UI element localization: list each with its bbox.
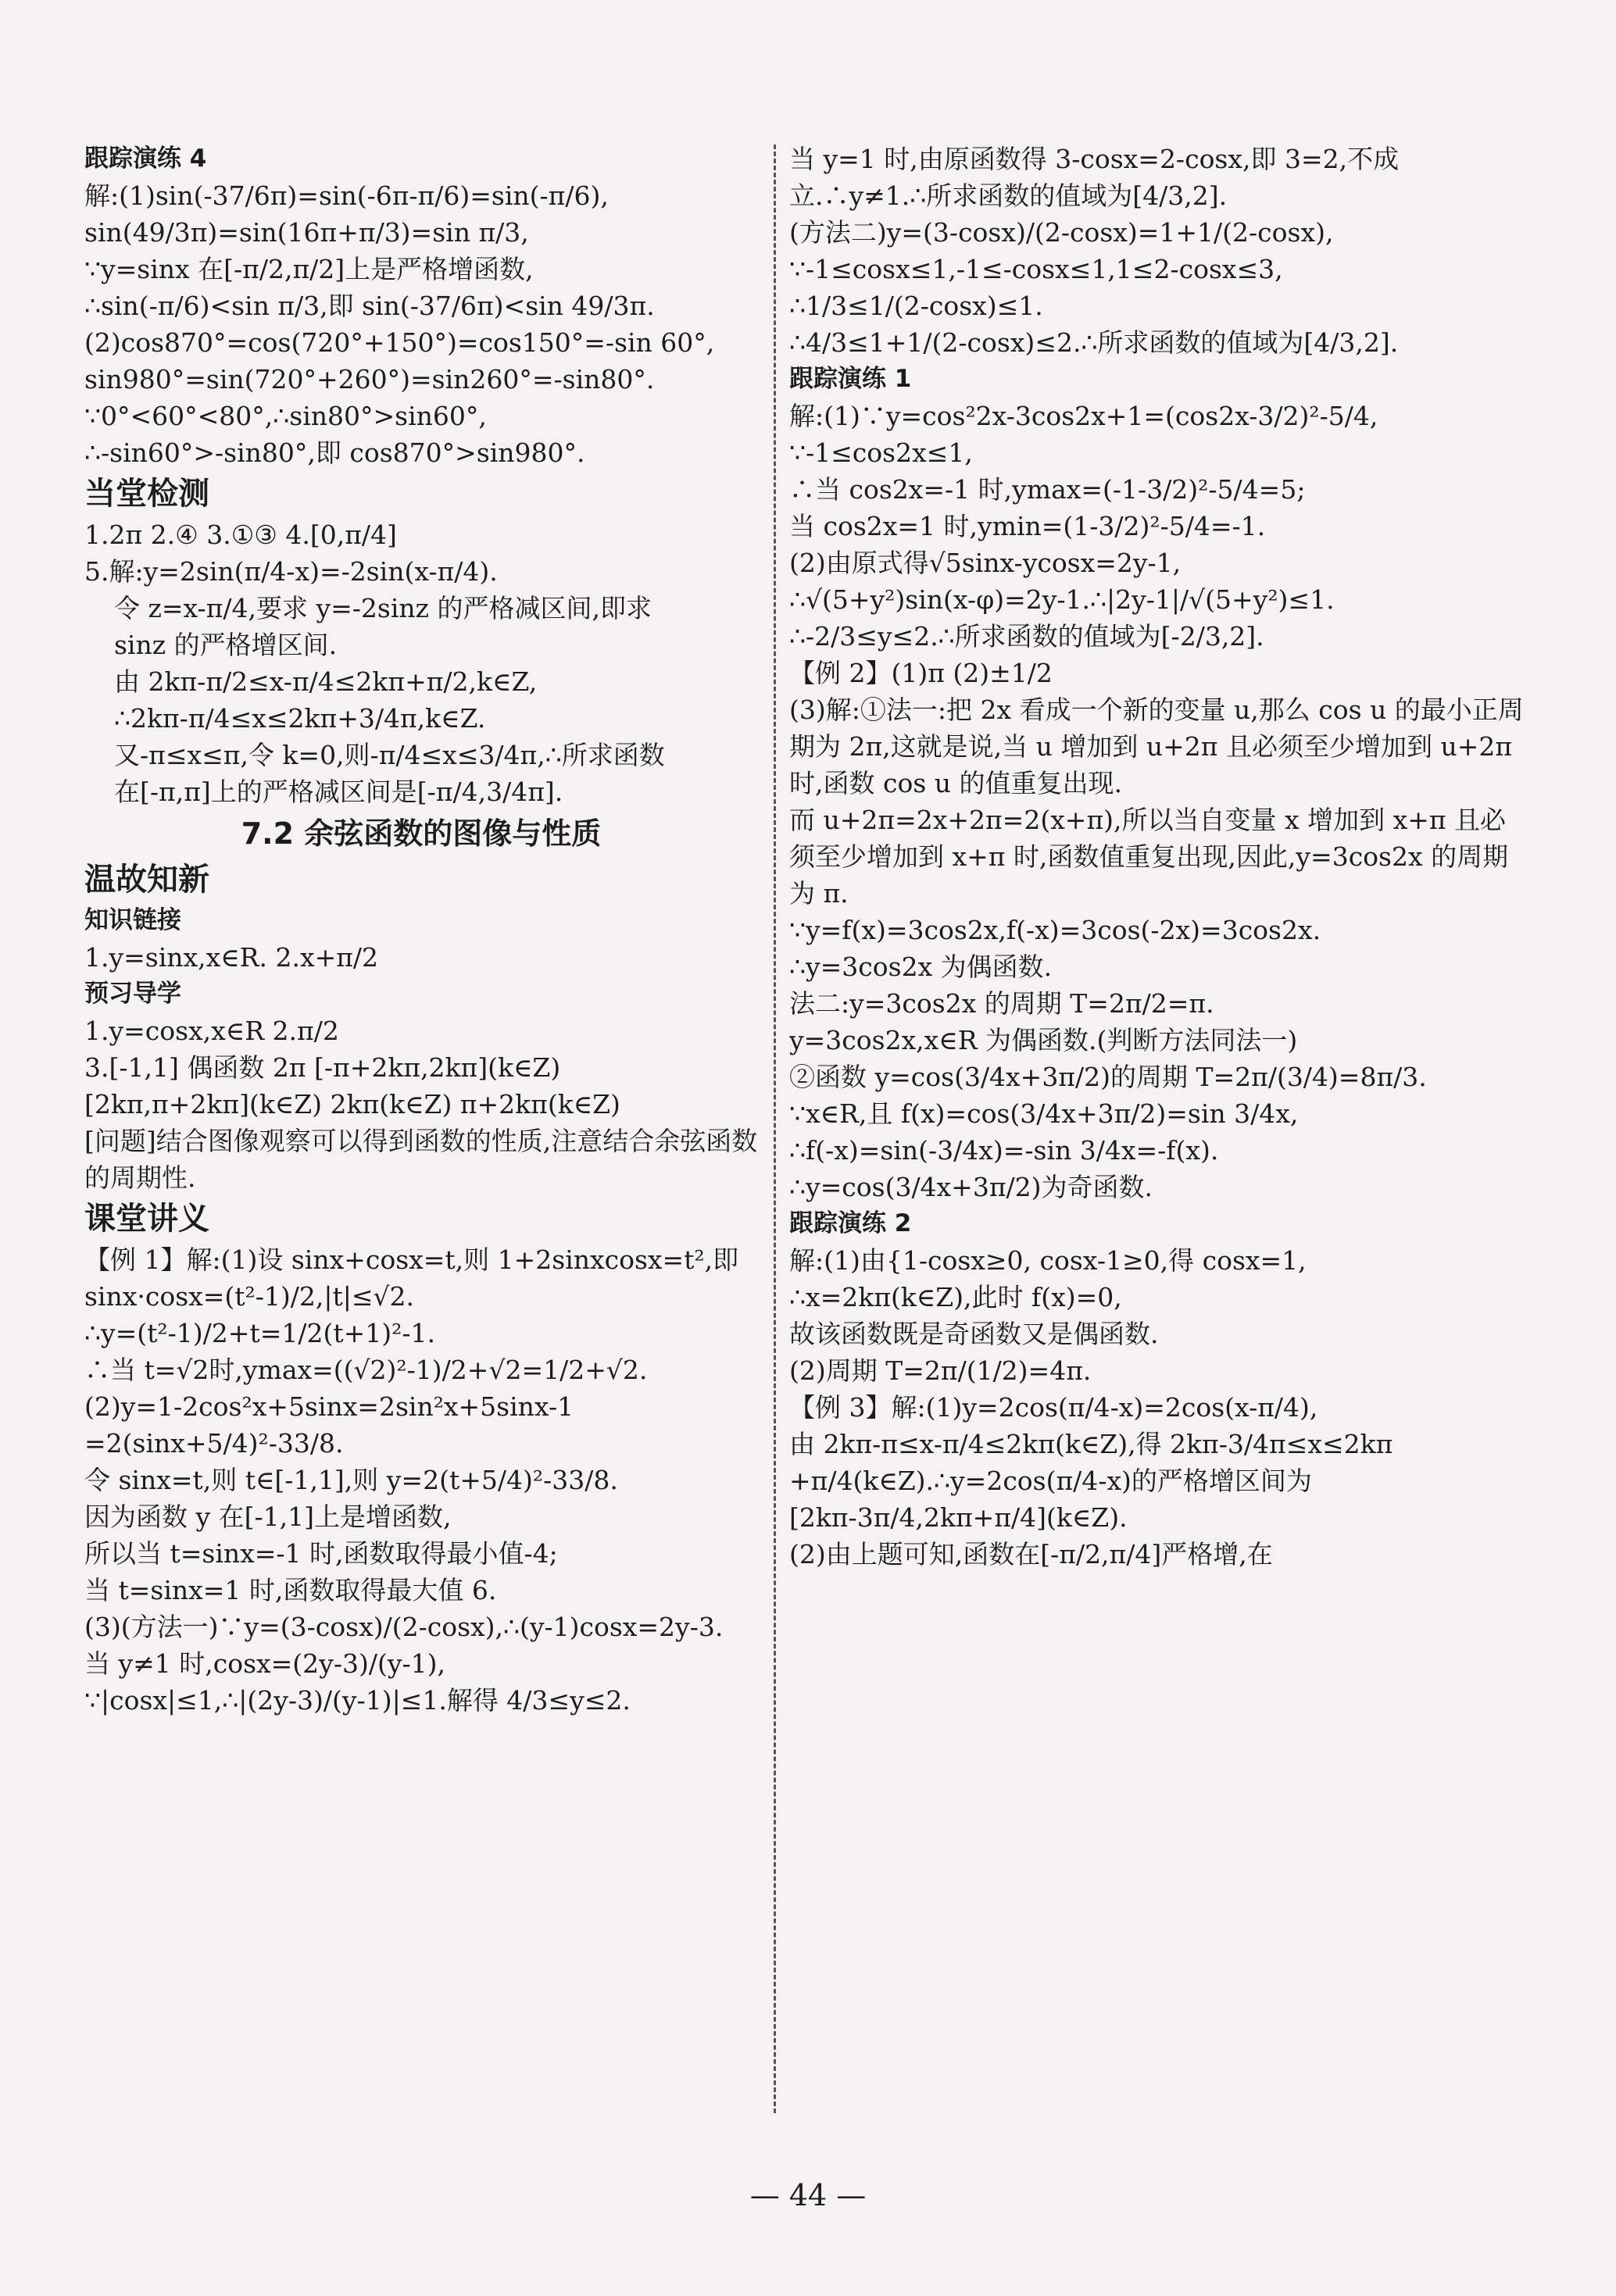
- text-line: ∴-2/3≤y≤2.∴所求函数的值域为[-2/3,2].: [789, 621, 1264, 652]
- text-line: ∴f(-x)=sin(-3/4x)=-sin 3/4x=-f(x).: [789, 1135, 1219, 1166]
- text-line: ∵y=sinx 在[-π/2,π/2]上是严格增函数,: [84, 254, 534, 284]
- text-line: 3.[-1,1] 偶函数 2π [-π+2kπ,2kπ](k∈Z): [84, 1052, 561, 1083]
- text-line: 【例 3】解:(1)y=2cos(π/4-x)=2cos(x-π/4),: [789, 1392, 1318, 1423]
- text-line: ②函数 y=cos(3/4x+3π/2)的周期 T=2π/(3/4)=8π/3.: [789, 1062, 1427, 1092]
- text-line: sinx·cosx=(t²-1)/2,|t|≤√2.: [84, 1281, 415, 1312]
- text-line: ∵x∈R,且 f(x)=cos(3/4x+3π/2)=sin 3/4x,: [789, 1098, 1299, 1129]
- right-column: [789, 141, 1528, 1573]
- text-line: 故该函数既是奇函数又是偶函数.: [789, 1319, 1159, 1349]
- text-line: ∴y=cos(3/4x+3π/2)为奇函数.: [789, 1172, 1153, 1202]
- text-line: 5.解:y=2sin(π/4-x)=-2sin(x-π/4).: [84, 556, 498, 587]
- text-line: 而 u+2π=2x+2π=2(x+π),所以当自变量 x 增加到 x+π 且必须至少增加到 x+π 时,函数值重复出现,因此,y=3cos2x 的周期为 π.: [789, 805, 1509, 909]
- text-line: ∴4/3≤1+1/(2-cosx)≤2.∴所求函数的值域为[4/3,2].: [789, 327, 1399, 358]
- section-heading: 知识链接: [84, 906, 181, 934]
- text-line: 当 y≠1 时,cosx=(2y-3)/(y-1),: [84, 1648, 445, 1679]
- text-line: ∴y=3cos2x 为偶函数.: [789, 952, 1053, 982]
- text-line: (2)y=1-2cos²x+5sinx=2sin²x+5sinx-1: [84, 1391, 574, 1422]
- text-line: ∴当 cos2x=-1 时,ymax=(-1-3/2)²-5/4=5;: [789, 474, 1306, 505]
- page-number: — 44 —: [749, 2178, 867, 2212]
- section-heading: 预习导学: [84, 980, 181, 1008]
- text-line: 1.y=cosx,x∈R 2.π/2: [84, 1016, 339, 1046]
- text-line: 解:(1)由{1-cosx≥0, cosx-1≥0,得 cosx=1,: [789, 1245, 1307, 1276]
- text-line: =2(sinx+5/4)²-33/8.: [84, 1428, 344, 1459]
- text-line: 解:(1)sin(-37/6π)=sin(-6π-π/6)=sin(-π/6),: [84, 180, 609, 211]
- text-line: 令 sinx=t,则 t∈[-1,1],则 y=2(t+5/4)²-33/8.: [84, 1465, 618, 1495]
- section-heading: 7.2 余弦函数的图像与性质: [241, 816, 602, 851]
- text-line: +π/4(k∈Z).∴y=2cos(π/4-x)的严格增区间为: [789, 1466, 1312, 1496]
- text-line: 由 2kπ-π≤x-π/4≤2kπ(k∈Z),得 2kπ-3/4π≤x≤2kπ: [789, 1429, 1393, 1459]
- text-line: sinz 的严格增区间.: [114, 630, 338, 660]
- text-line: ∴2kπ-π/4≤x≤2kπ+3/4π,k∈Z.: [114, 703, 486, 734]
- text-line: (2)cos870°=cos(720°+150°)=cos150°=-sin 60°,: [84, 327, 715, 358]
- text-line: ∴sin(-π/6)<sin π/3,即 sin(-37/6π)<sin 49/3π.: [84, 291, 655, 321]
- text-line: (3)解:①法一:把 2x 看成一个新的变量 u,那么 cos u 的最小正周期为 2π,这就是说,当 u 增加到 u+2π 且必须至少增加到 u+2π 时,函数 cos u 的值重复出现.: [789, 695, 1524, 798]
- text-line: (2)由上题可知,函数在[-π/2,π/4]严格增,在: [789, 1539, 1273, 1569]
- column-divider: [774, 145, 776, 2113]
- text-line: 解:(1)∵y=cos²2x-3cos2x+1=(cos2x-3/2)²-5/4,: [789, 401, 1378, 431]
- text-line: 令 z=x-π/4,要求 y=-2sinz 的严格减区间,即求: [114, 593, 652, 623]
- text-line: ∴1/3≤1/(2-cosx)≤1.: [789, 291, 1043, 321]
- text-line: ∴x=2kπ(k∈Z),此时 f(x)=0,: [789, 1282, 1122, 1312]
- text-line: 【例 1】解:(1)设 sinx+cosx=t,则 1+2sinxcosx=t²,即: [84, 1244, 739, 1275]
- section-heading: 跟踪演练 2: [789, 1209, 912, 1237]
- text-line: sin980°=sin(720°+260°)=sin260°=-sin80°.: [84, 364, 655, 395]
- text-line: ∵-1≤cosx≤1,-1≤-cosx≤1,1≤2-cosx≤3,: [789, 254, 1283, 284]
- text-line: ∵-1≤cos2x≤1,: [789, 437, 973, 468]
- text-line: sin(49/3π)=sin(16π+π/3)=sin π/3,: [84, 217, 529, 248]
- section-heading: 跟踪演练 1: [789, 365, 912, 393]
- text-line: 当 t=sinx=1 时,函数取得最大值 6.: [84, 1575, 497, 1605]
- section-heading: 温故知新: [84, 862, 209, 898]
- text-line: y=3cos2x,x∈R 为偶函数.(判断方法同法一): [789, 1025, 1298, 1055]
- text-line: ∵|cosx|≤1,∴|(2y-3)/(y-1)|≤1.解得 4/3≤y≤2.: [84, 1685, 631, 1716]
- text-line: (3)(方法一)∵y=(3-cosx)/(2-cosx),∴(y-1)cosx=2y-3.: [84, 1612, 724, 1642]
- text-line: [2kπ-3π/4,2kπ+π/4](k∈Z).: [789, 1502, 1128, 1533]
- section-heading: 当堂检测: [84, 476, 209, 512]
- text-line: ∵y=f(x)=3cos2x,f(-x)=3cos(-2x)=3cos2x.: [789, 915, 1321, 945]
- text-line: 1.2π 2.④ 3.①③ 4.[0,π/4]: [84, 520, 397, 550]
- text-line: 在[-π,π]上的严格减区间是[-π/4,3/4π].: [114, 777, 563, 807]
- text-line: (2)由原式得√5sinx-ycosx=2y-1,: [789, 548, 1182, 578]
- text-line: (2)周期 T=2π/(1/2)=4π.: [789, 1355, 1092, 1386]
- text-line: ∵0°<60°<80°,∴sin80°>sin60°,: [84, 401, 487, 431]
- text-line: [问题]结合图像观察可以得到函数的性质,注意结合余弦函数的周期性.: [84, 1126, 758, 1193]
- text-line: 当 y=1 时,由原函数得 3-cosx=2-cosx,即 3=2,不成立.∴y≠1.∴所求函数的值域为[4/3,2].: [789, 144, 1400, 211]
- text-line: ∴-sin60°>-sin80°,即 cos870°>sin980°.: [84, 437, 585, 468]
- text-line: 所以当 t=sinx=-1 时,函数取得最小值-4;: [84, 1538, 558, 1569]
- text-line: 又-π≤x≤π,令 k=0,则-π/4≤x≤3/4π,∴所求函数: [114, 740, 665, 770]
- text-line: ∴当 t=√2时,ymax=((√2)²-1)/2+√2=1/2+√2.: [84, 1355, 648, 1385]
- text-line: [2kπ,π+2kπ](k∈Z) 2kπ(k∈Z) π+2kπ(k∈Z): [84, 1089, 620, 1119]
- text-line: 由 2kπ-π/2≤x-π/4≤2kπ+π/2,k∈Z,: [114, 666, 538, 697]
- text-line: ∴√(5+y²)sin(x-φ)=2y-1.∴|2y-1|/√(5+y²)≤1.: [789, 584, 1335, 615]
- text-line: 法二:y=3cos2x 的周期 T=2π/2=π.: [789, 988, 1214, 1019]
- text-line: ∴y=(t²-1)/2+t=1/2(t+1)²-1.: [84, 1318, 435, 1348]
- text-line: 当 cos2x=1 时,ymin=(1-3/2)²-5/4=-1.: [789, 511, 1266, 541]
- section-heading: 课堂讲义: [84, 1201, 209, 1237]
- left-column: [84, 141, 758, 1719]
- text-line: (方法二)y=(3-cosx)/(2-cosx)=1+1/(2-cosx),: [789, 217, 1334, 248]
- text-line: 因为函数 y 在[-1,1]上是增函数,: [84, 1502, 452, 1532]
- text-line: 【例 2】(1)π (2)±1/2: [789, 658, 1053, 688]
- section-heading: 跟踪演练 4: [84, 145, 207, 173]
- text-line: 1.y=sinx,x∈R. 2.x+π/2: [84, 942, 379, 973]
